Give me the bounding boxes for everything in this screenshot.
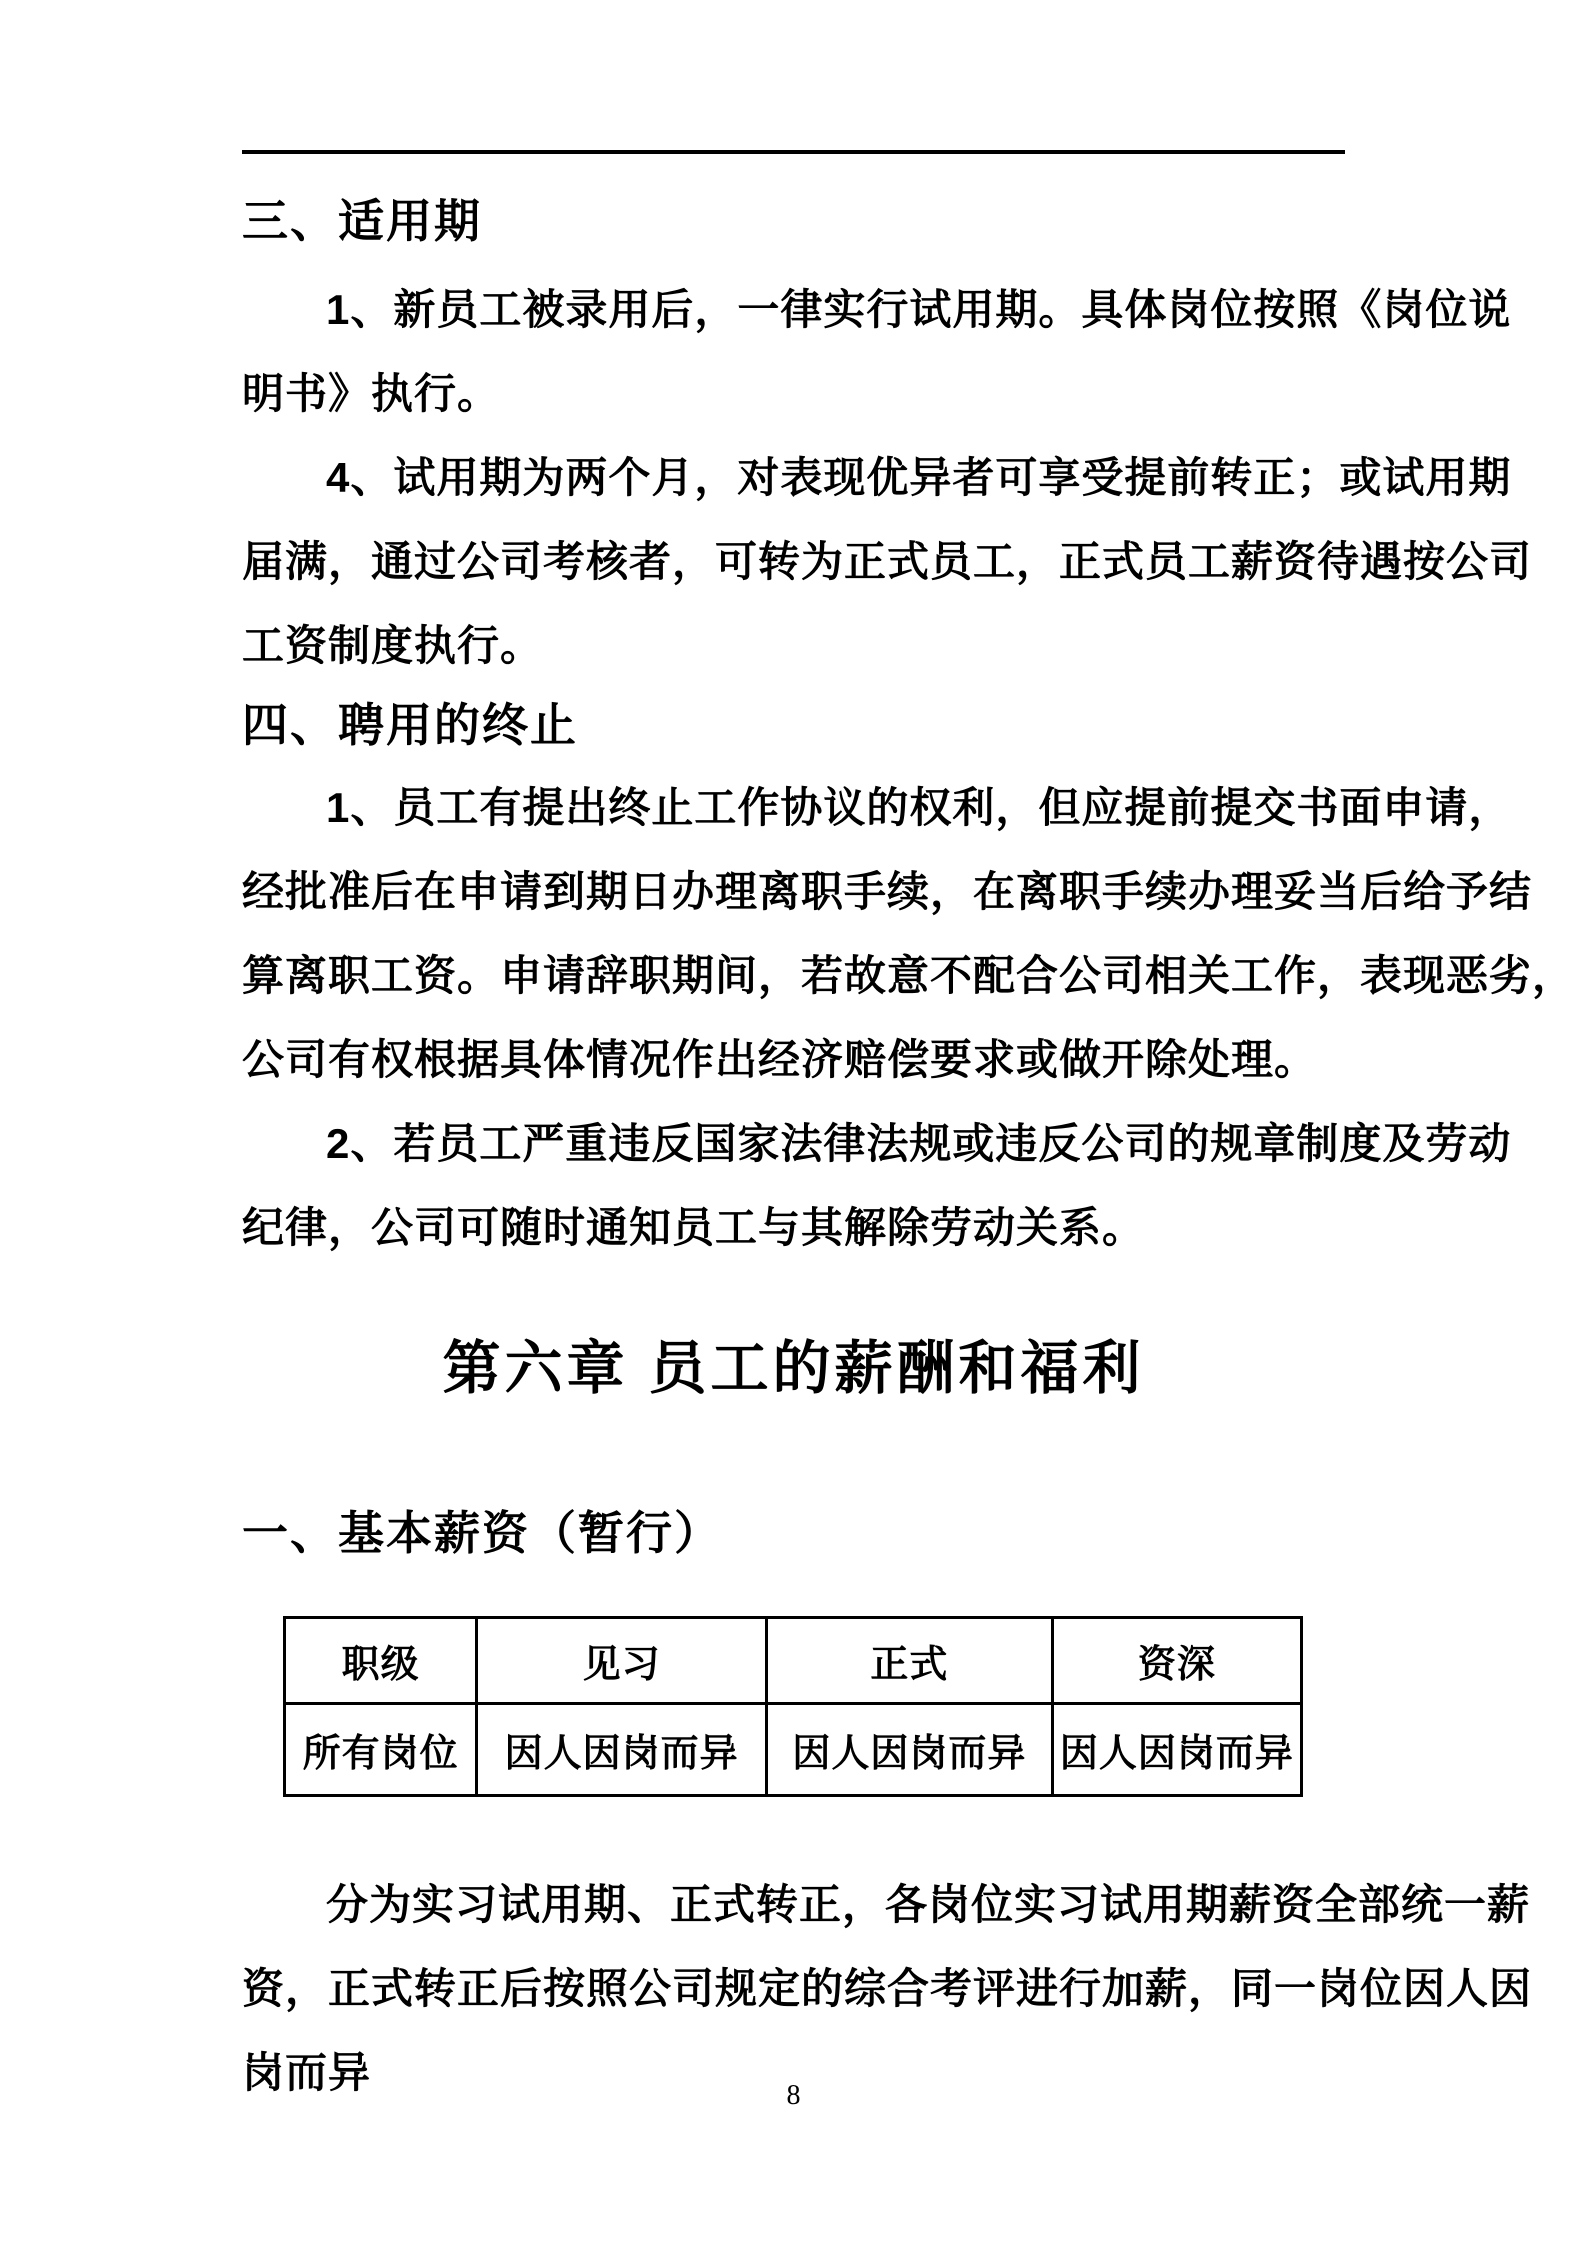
text-line: 分为实习试用期、正式转正，各岗位实习试用期薪资全部统一薪 [326,1881,1531,1928]
text-line: 明书》执行。 [242,370,501,417]
section-heading-base-salary: 一、基本薪资（暂行） [242,1507,722,1559]
text-line: 公司有权根据具体情况作出经济赔偿要求或做开除处理。 [242,1036,1318,1083]
text-line: 届满，通过公司考核者，可转为正式员工，正式员工薪资待遇按公司 [242,538,1533,585]
salary-table-header-cell: 正式 [767,1618,1053,1704]
text-line: 资，正式转正后按照公司规定的综合考评进行加薪，同一岗位因人因 [242,1965,1533,2012]
salary-table [283,1616,1303,1797]
text-line: 1、员工有提出终止工作协议的权利，但应提前提交书面申请， [326,784,1512,831]
page-number: 8 [786,2080,801,2111]
salary-table-header-cell: 见习 [477,1618,767,1704]
text-line: 经批准后在申请到期日办理离职手续，在离职手续办理妥当后给予结 [242,868,1533,915]
section-heading-probation: 三、适用期 [242,195,482,247]
salary-table-cell: 因人因岗而异 [767,1704,1053,1796]
text-line: 工资制度执行。 [242,622,544,669]
text-line: 1、新员工被录用后，一律实行试用期。具体岗位按照《岗位说 [326,286,1512,333]
header-rule [242,150,1345,154]
salary-table-cell: 所有岗位 [285,1704,477,1796]
section-heading-termination: 四、聘用的终止 [242,699,578,751]
salary-table-cell: 因人因岗而异 [1052,1704,1301,1796]
text-line: 纪律，公司可随时通知员工与其解除劳动关系。 [242,1204,1146,1251]
text-line: 算离职工资。申请辞职期间，若故意不配合公司相关工作，表现恶劣， [242,952,1576,999]
paragraph-probation-2 [242,436,1533,688]
text-line: 4、试用期为两个月，对表现优异者可享受提前转正；或试用期 [326,454,1512,501]
chapter-heading-compensation: 第六章 员工的薪酬和福利 [442,1336,1145,1401]
salary-table-header-row [285,1618,1302,1704]
salary-table-header-cell: 资深 [1052,1618,1301,1704]
text-line: 2、若员工严重违反国家法律法规或违反公司的规章制度及劳动 [326,1120,1512,1167]
paragraph-termination-1 [242,766,1576,1102]
paragraph-salary-note [242,1863,1533,2115]
paragraph-termination-2 [242,1102,1512,1270]
salary-table-data-row [285,1704,1302,1796]
paragraph-probation-1 [242,268,1512,436]
salary-table-header-cell: 职级 [285,1618,477,1704]
text-line: 岗而异 [242,2049,372,2096]
salary-table-cell: 因人因岗而异 [477,1704,767,1796]
